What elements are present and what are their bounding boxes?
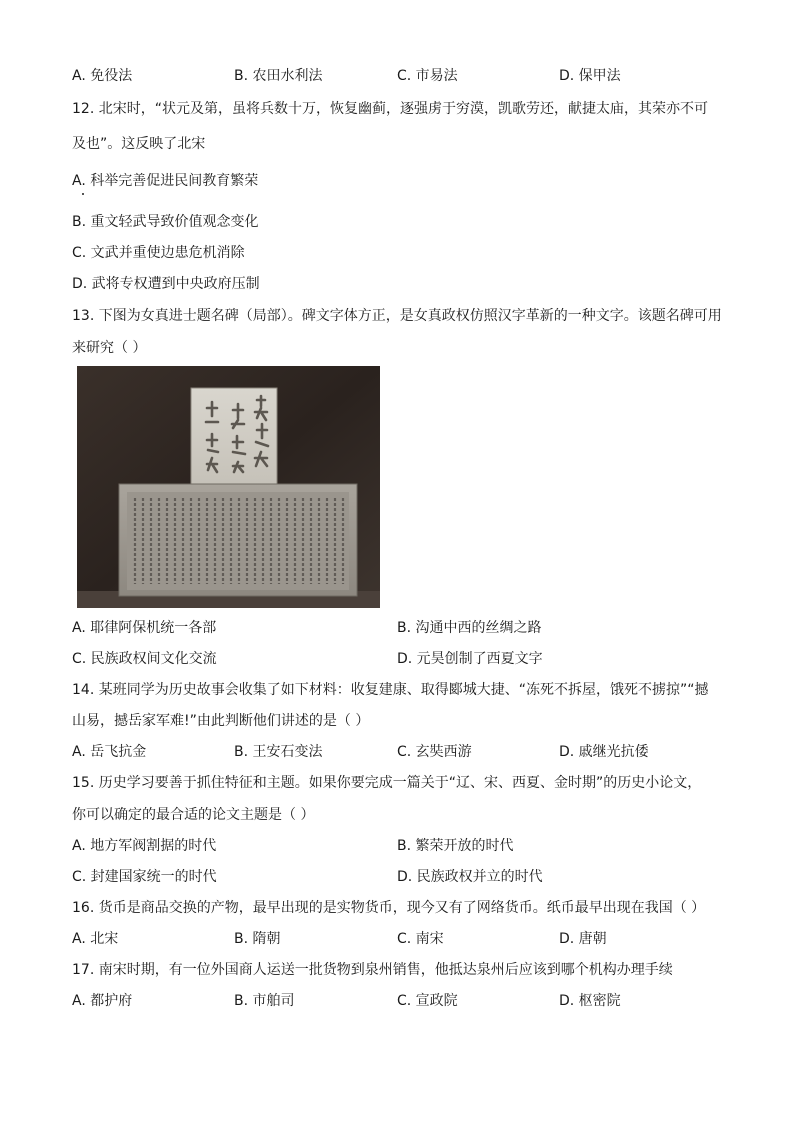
q12-option-c: C. 文武并重使边患危机消除 — [72, 245, 245, 261]
q15-option-a: A. 地方军阀割据的时代 — [72, 838, 217, 854]
q12-option-b: B. 重文轻武导致价值观念变化 — [72, 214, 259, 230]
q15-stem-line2: 你可以确定的最合适的论文主题是（ ） — [72, 807, 315, 823]
q17-option-a: A. 都护府 — [72, 993, 133, 1009]
q17-option-c: C. 宣政院 — [397, 993, 458, 1009]
q13-option-d: D. 元昊创制了西夏文字 — [397, 651, 543, 667]
q12-stem-line2: 及也”。这反映了北宋 — [72, 136, 206, 152]
q15-option-c: C. 封建国家统一的时代 — [72, 869, 217, 885]
q14-option-b: B. 王安石变法 — [234, 744, 323, 760]
q15-option-d: D. 民族政权并立的时代 — [397, 869, 543, 885]
q15-stem-line1: 15. 历史学习要善于抓住特征和主题。如果你要完成一篇关于“辽、宋、西夏、金时期”的历史小论文， — [72, 775, 702, 791]
q13-option-a: A. 耶律阿保机统一各部 — [72, 620, 217, 636]
q17-option-b: B. 市舶司 — [234, 993, 295, 1009]
q17-option-d: D. 枢密院 — [559, 993, 621, 1009]
q14-stem-line2: 山易，撼岳家军难!”由此判断他们讲述的是（ ） — [72, 713, 370, 729]
q12-option-d: D. 武将专权遭到中央政府压制 — [72, 276, 260, 292]
q16-option-c: C. 南宋 — [397, 931, 444, 947]
q14-option-d: D. 戚继光抗倭 — [559, 744, 649, 760]
q14-stem-line1: 14. 某班同学为历史故事会收集了如下材料：收复建康、取得郾城大捷、“冻死不拆屋，饿死不掳掠”“撼 — [72, 682, 709, 698]
q14-option-a: A. 岳飞抗金 — [72, 744, 147, 760]
stele-photo — [77, 366, 380, 608]
q11-option-c: C. 市易法 — [397, 68, 458, 84]
stray-mark — [82, 193, 84, 195]
q11-option-a: A. 免役法 — [72, 68, 133, 84]
q16-option-b: B. 隋朝 — [234, 931, 281, 947]
q12-option-a: A. 科举完善促进民间教育繁荣 — [72, 173, 259, 189]
q16-option-a: A. 北宋 — [72, 931, 119, 947]
q15-option-b: B. 繁荣开放的时代 — [397, 838, 514, 854]
q11-option-d: D. 保甲法 — [559, 68, 621, 84]
q13-option-b: B. 沟通中西的丝绸之路 — [397, 620, 542, 636]
q14-option-c: C. 玄奘西游 — [397, 744, 472, 760]
q16-stem-line1: 16. 货币是商品交换的产物，最早出现的是实物货币，现今又有了网络货币。纸币最早出现在我国（ ） — [72, 900, 706, 916]
q17-stem-line1: 17. 南宋时期，有一位外国商人运送一批货物到泉州销售，他抵达泉州后应该到哪个机构办理手续 — [72, 962, 673, 978]
q11-option-b: B. 农田水利法 — [234, 68, 323, 84]
q13-stem-line2: 来研究（ ） — [72, 340, 147, 356]
q16-option-d: D. 唐朝 — [559, 931, 607, 947]
q13-stem-line1: 13. 下图为女真进士题名碑（局部）。碑文字体方正，是女真政权仿照汉字革新的一种文字。该题名碑可用 — [72, 308, 722, 324]
q13-option-c: C. 民族政权间文化交流 — [72, 651, 217, 667]
q12-stem-line1: 12. 北宋时，“状元及第，虽将兵数十万，恢复幽蓟，逐强虏于穷漠，凯歌劳还，献捷太庙，其荣亦不可 — [72, 101, 708, 117]
